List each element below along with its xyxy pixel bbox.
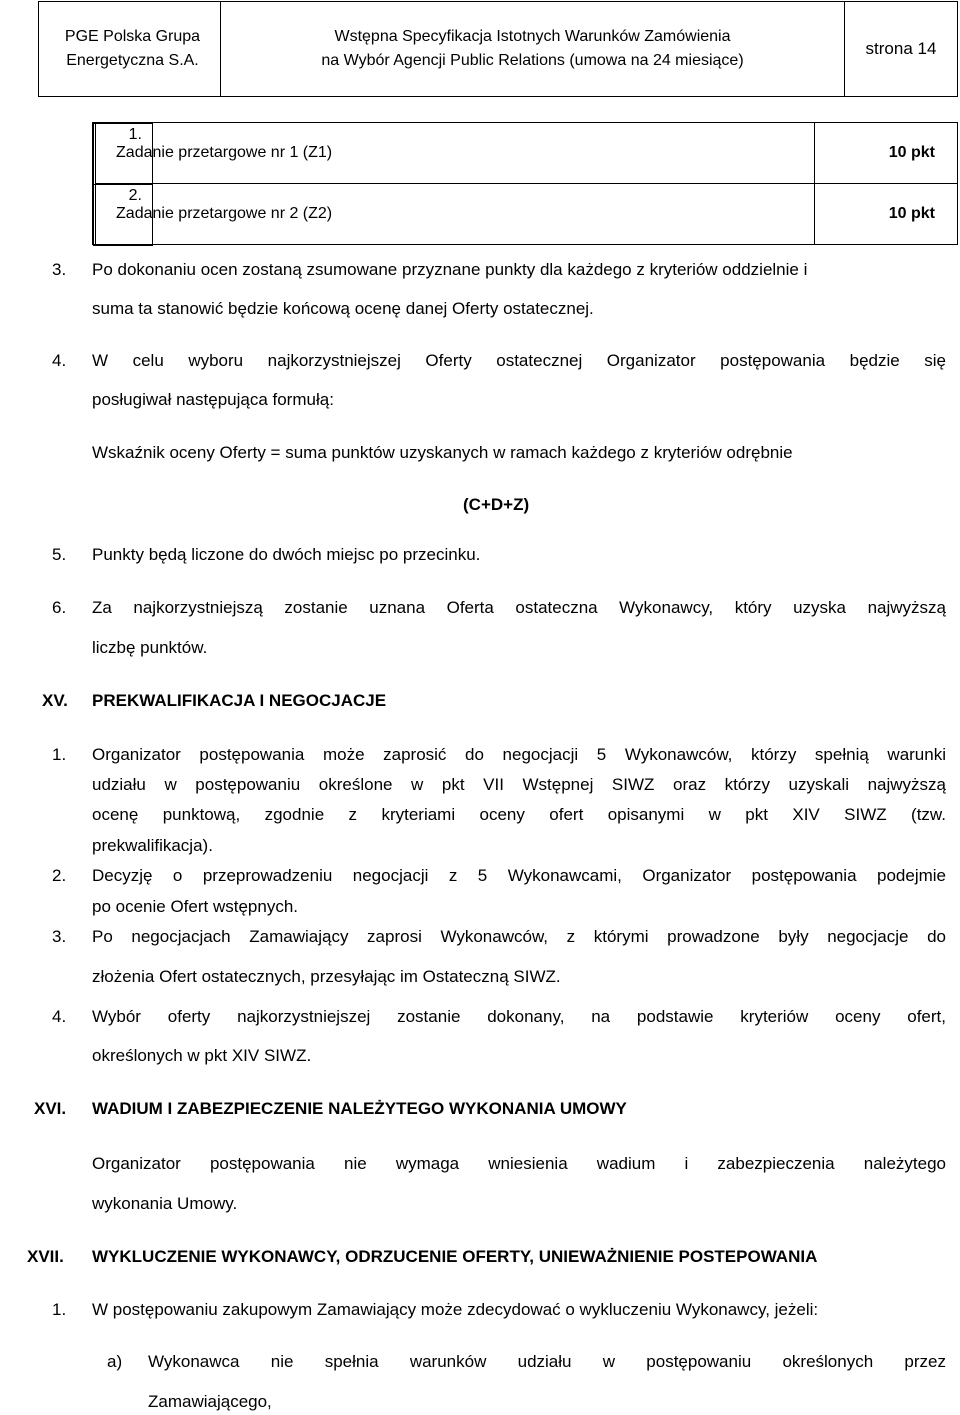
list-number: 3. bbox=[52, 260, 67, 279]
paragraph-line: określonych w pkt XIV SIWZ. bbox=[92, 1046, 312, 1065]
paragraph-line: Po negocjacjach Zamawiający zaprosi Wykonawców, z którymi prowadzone były negocjacje do bbox=[92, 927, 946, 946]
header-company-line1: PGE Polska Grupa bbox=[64, 28, 201, 45]
list-number: 4. bbox=[52, 1007, 67, 1026]
paragraph-line: W postępowaniu zakupowym Zamawiający może zdecydować o wykluczeniu Wykonawcy, jeżeli: bbox=[92, 1300, 819, 1319]
paragraph-line: Organizator postępowania nie wymaga wniesienia wadium i zabezpieczenia należytego bbox=[92, 1154, 946, 1173]
section-number: XV. bbox=[42, 691, 68, 710]
paragraph-line: ocenę punktową, zgodnie z kryteriami oceny ofert opisanymi w pkt XIV SIWZ (tzw. bbox=[92, 805, 946, 824]
paragraph-line: złożenia Ofert ostatecznych, przesyłając im Ostateczną SIWZ. bbox=[92, 967, 561, 986]
criteria-label: Zadanie przetargowe nr 1 (Z1) bbox=[96, 123, 815, 184]
table-row bbox=[93, 184, 958, 245]
formula-line: Wskaźnik oceny Oferty = suma punktów uzyskanych w ramach każdego z kryteriów odrębnie bbox=[92, 443, 793, 462]
paragraph-line: udziału w postępowaniu określone w pkt VII Wstępnej SIWZ oraz którzy uzyskali najwyższą bbox=[92, 775, 946, 794]
criteria-number: 1. bbox=[93, 123, 153, 185]
section-title: PREKWALIFIKACJA I NEGOCJACJE bbox=[92, 691, 387, 710]
list-number: 2. bbox=[52, 866, 67, 885]
paragraph-line: Organizator postępowania może zaprosić do negocjacji 5 Wykonawców, którzy spełnią warunki bbox=[92, 745, 946, 764]
paragraph-line: Za najkorzystniejszą zostanie uznana Oferta ostateczna Wykonawcy, który uzyska najwyższą bbox=[92, 598, 946, 617]
list-number: 1. bbox=[52, 1300, 67, 1319]
paragraph-line: Decyzję o przeprowadzeniu negocjacji z 5 Wykonawcami, Organizator postępowania podejmie bbox=[92, 866, 946, 885]
criteria-label: Zadanie przetargowe nr 2 (Z2) bbox=[96, 184, 815, 245]
header-company bbox=[39, 2, 221, 96]
criteria-table bbox=[92, 122, 958, 245]
paragraph-line: Wykonawca nie spełnia warunków udziału w postępowaniu określonych przez bbox=[148, 1352, 946, 1371]
header-title-line1: Wstępna Specyfikacja Istotnych Warunków Zamówienia bbox=[334, 28, 731, 45]
criteria-points: 10 pkt bbox=[815, 184, 958, 245]
section-title: WADIUM I ZABEZPIECZENIE NALEŻYTEGO WYKONANIA UMOWY bbox=[92, 1099, 627, 1118]
list-number: 1. bbox=[52, 745, 67, 764]
paragraph-line: prekwalifikacja). bbox=[92, 836, 213, 855]
paragraph-line: Po dokonaniu ocen zostaną zsumowane przyznane punkty dla każdego z kryteriów oddzielnie i bbox=[92, 260, 808, 279]
paragraph-line: po ocenie Ofert wstępnych. bbox=[92, 897, 299, 916]
list-number: 4. bbox=[52, 351, 67, 370]
paragraph-line: W celu wyboru najkorzystniejszej Oferty ostatecznej Organizator postępowania będzie się bbox=[92, 351, 946, 370]
header-title-line2: na Wybór Agencji Public Relations (umowa na 24 miesiące) bbox=[321, 52, 744, 69]
header-title bbox=[221, 2, 845, 96]
section-number: XVII. bbox=[27, 1247, 64, 1266]
list-letter: a) bbox=[107, 1352, 123, 1371]
criteria-points: 10 pkt bbox=[815, 123, 958, 184]
formula-criteria: (C+D+Z) bbox=[463, 495, 530, 514]
header-company-line2: Energetyczna S.A. bbox=[66, 52, 199, 69]
paragraph-line: liczbę punktów. bbox=[92, 638, 208, 657]
paragraph-line: wykonania Umowy. bbox=[92, 1194, 238, 1213]
paragraph-line: Wybór oferty najkorzystniejszej zostanie dokonany, na podstawie kryteriów oceny ofert, bbox=[92, 1007, 946, 1026]
table-row bbox=[93, 123, 958, 184]
section-number: XVI. bbox=[34, 1099, 67, 1118]
list-number: 5. bbox=[52, 545, 67, 564]
paragraph-line: posługiwał następująca formułą: bbox=[92, 390, 334, 409]
paragraph-line: Punkty będą liczone do dwóch miejsc po przecinku. bbox=[92, 545, 481, 564]
paragraph-line: Zamawiającego, bbox=[148, 1392, 272, 1411]
list-number: 3. bbox=[52, 927, 67, 946]
page-header bbox=[38, 1, 958, 97]
criteria-number: 2. bbox=[93, 184, 153, 246]
list-number: 6. bbox=[52, 598, 67, 617]
paragraph-line: suma ta stanowić będzie końcową ocenę danej Oferty ostatecznej. bbox=[92, 299, 594, 318]
header-page-number: strona 14 bbox=[865, 39, 937, 58]
section-title: WYKLUCZENIE WYKONAWCY, ODRZUCENIE OFERTY, UNIEWAŻNIENIE POSTEPOWANIA bbox=[92, 1247, 818, 1266]
